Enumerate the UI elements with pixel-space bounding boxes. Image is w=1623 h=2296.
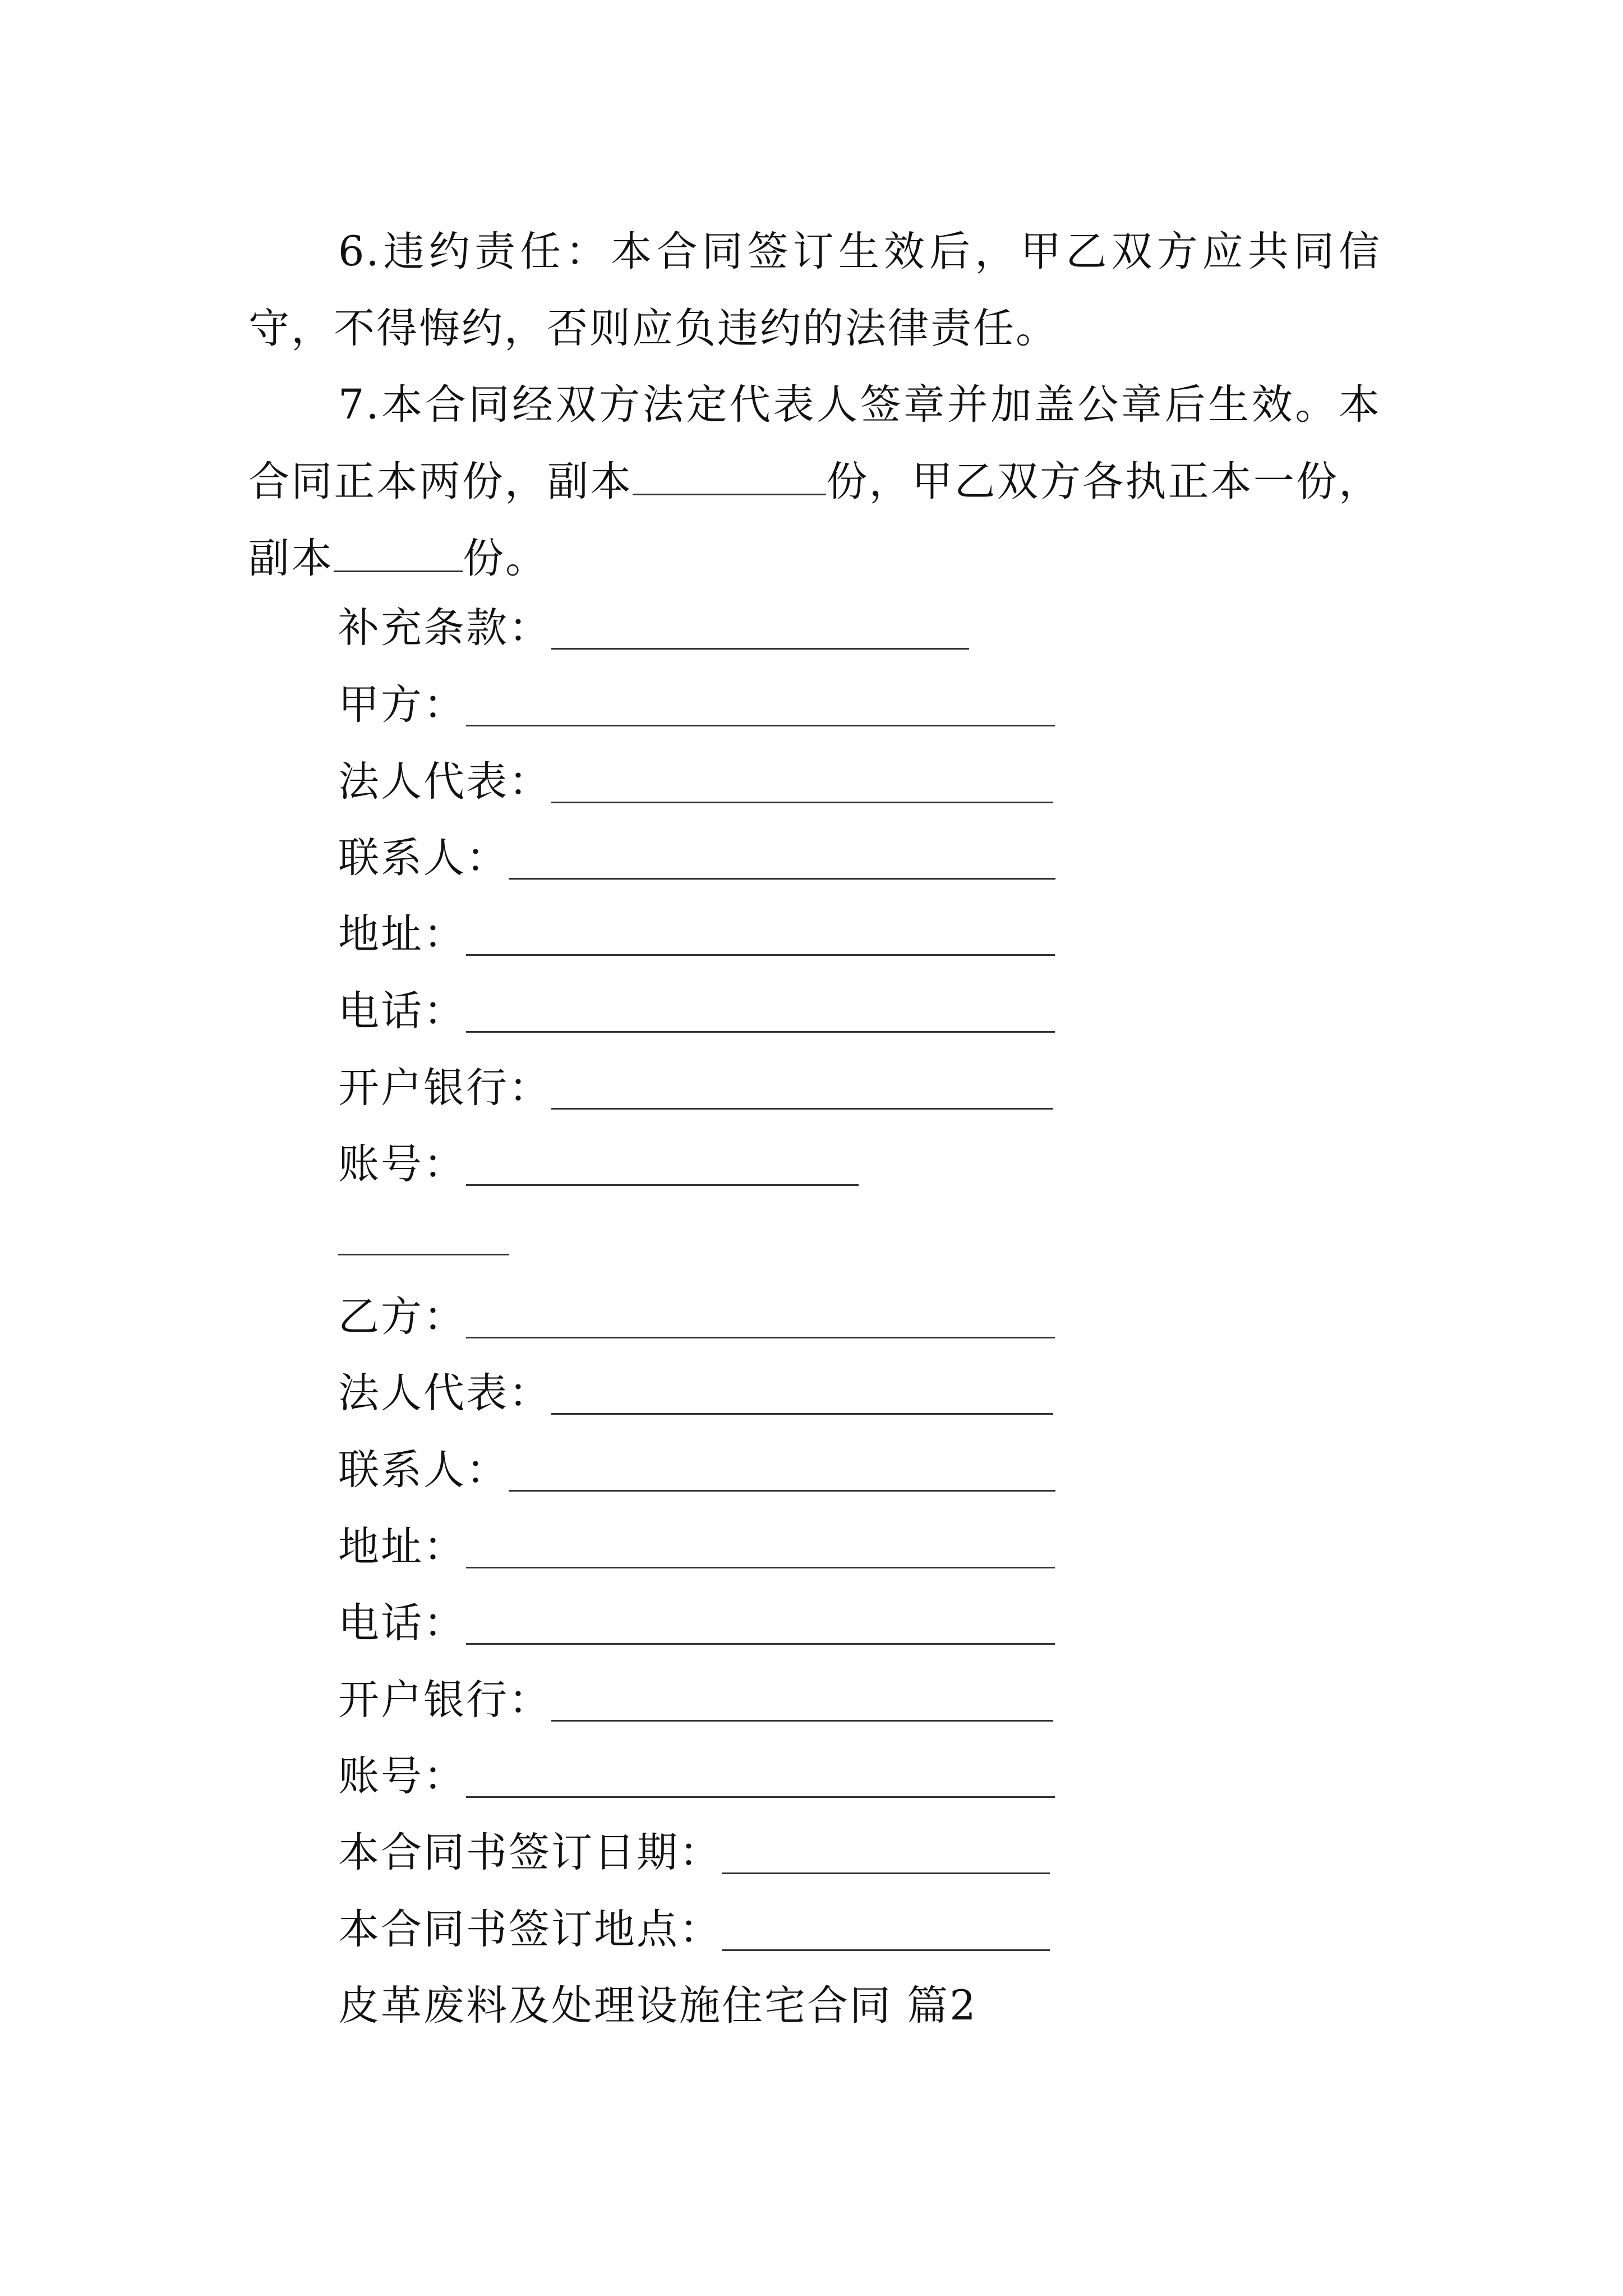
party-b-legal-rep-line[interactable] <box>551 1413 1053 1415</box>
sign-date-field <box>338 1825 1050 1881</box>
party-b-account-field <box>338 1749 1055 1805</box>
party-a-phone-field <box>338 983 1055 1039</box>
sign-place-line[interactable] <box>722 1949 1050 1951</box>
clause-6-text: 违约责任：本合同签订生效后，甲乙双方应共同信守，不得悔约，否则应负违约的法律责任。 <box>248 228 1381 352</box>
party-a-address-label: 地址： <box>338 910 466 958</box>
party-b-contact-label: 联系人： <box>338 1446 509 1494</box>
party-b-account-line[interactable] <box>466 1796 1055 1798</box>
party-b-bank-field <box>338 1672 1053 1728</box>
clause-7-part2: 份，甲乙双方各执正本一份，副本 <box>248 458 1382 582</box>
party-a-label: 甲方： <box>338 681 466 729</box>
party-b-phone-label: 电话： <box>338 1599 466 1647</box>
party-b-address-field <box>338 1519 1055 1575</box>
sign-place-field <box>338 1902 1050 1958</box>
party-b-bank-line[interactable] <box>551 1720 1053 1722</box>
party-a-field <box>338 677 1055 733</box>
party-a-legal-rep-label: 法人代表： <box>338 758 551 806</box>
copies-blank-1[interactable] <box>633 460 826 495</box>
party-a-account-line[interactable] <box>466 1184 859 1186</box>
party-b-address-label: 地址： <box>338 1523 466 1571</box>
party-b-legal-rep-label: 法人代表： <box>338 1369 551 1417</box>
continuation-line[interactable] <box>338 1254 509 1255</box>
clause-6-number: 6. <box>338 228 381 275</box>
party-a-account-field <box>338 1137 859 1193</box>
party-a-address-line[interactable] <box>466 954 1055 956</box>
supplement-label: 补充条款： <box>338 604 551 652</box>
party-a-contact-line[interactable] <box>509 878 1055 880</box>
next-section-title: 皮革废料及处理设施住宅合同 篇2 <box>338 1982 978 2030</box>
party-b-line[interactable] <box>466 1337 1055 1338</box>
party-a-line[interactable] <box>466 725 1055 726</box>
party-a-contact-label: 联系人： <box>338 834 509 882</box>
party-b-phone-line[interactable] <box>466 1643 1055 1645</box>
party-a-bank-label: 开户银行： <box>338 1064 551 1112</box>
party-b-bank-label: 开户银行： <box>338 1676 551 1724</box>
sign-date-label: 本合同书签订日期： <box>338 1829 722 1876</box>
party-a-legal-rep-line[interactable] <box>551 802 1053 803</box>
clause-7-part3: 份。 <box>463 535 548 582</box>
party-b-phone-field <box>338 1595 1055 1651</box>
party-b-legal-rep-field <box>338 1365 1053 1421</box>
copies-blank-2[interactable] <box>334 537 463 572</box>
supplement-line[interactable] <box>551 648 969 650</box>
party-b-contact-line[interactable] <box>509 1490 1055 1492</box>
party-a-account-label: 账号： <box>338 1140 466 1188</box>
clause-7 <box>248 366 1381 597</box>
party-b-field <box>338 1289 1055 1345</box>
party-a-phone-line[interactable] <box>466 1031 1055 1033</box>
party-a-legal-rep-field <box>338 754 1053 810</box>
party-b-address-line[interactable] <box>466 1567 1055 1568</box>
party-a-bank-line[interactable] <box>551 1108 1053 1110</box>
party-a-bank-field <box>338 1060 1053 1116</box>
party-a-contact-field <box>338 830 1055 886</box>
party-b-label: 乙方： <box>338 1293 466 1341</box>
sign-place-label: 本合同书签订地点： <box>338 1906 722 1953</box>
party-a-phone-label: 电话： <box>338 987 466 1035</box>
party-a-address-field <box>338 907 1055 963</box>
supplement-field <box>338 600 969 656</box>
sign-date-line[interactable] <box>722 1872 1050 1874</box>
party-b-contact-field <box>338 1442 1055 1498</box>
party-b-account-label: 账号： <box>338 1752 466 1800</box>
clause-6 <box>248 213 1381 367</box>
clause-7-part1: 7.本合同经双方法定代表人签章并加盖公章后生效。本合同正本两份，副本 <box>248 381 1381 505</box>
